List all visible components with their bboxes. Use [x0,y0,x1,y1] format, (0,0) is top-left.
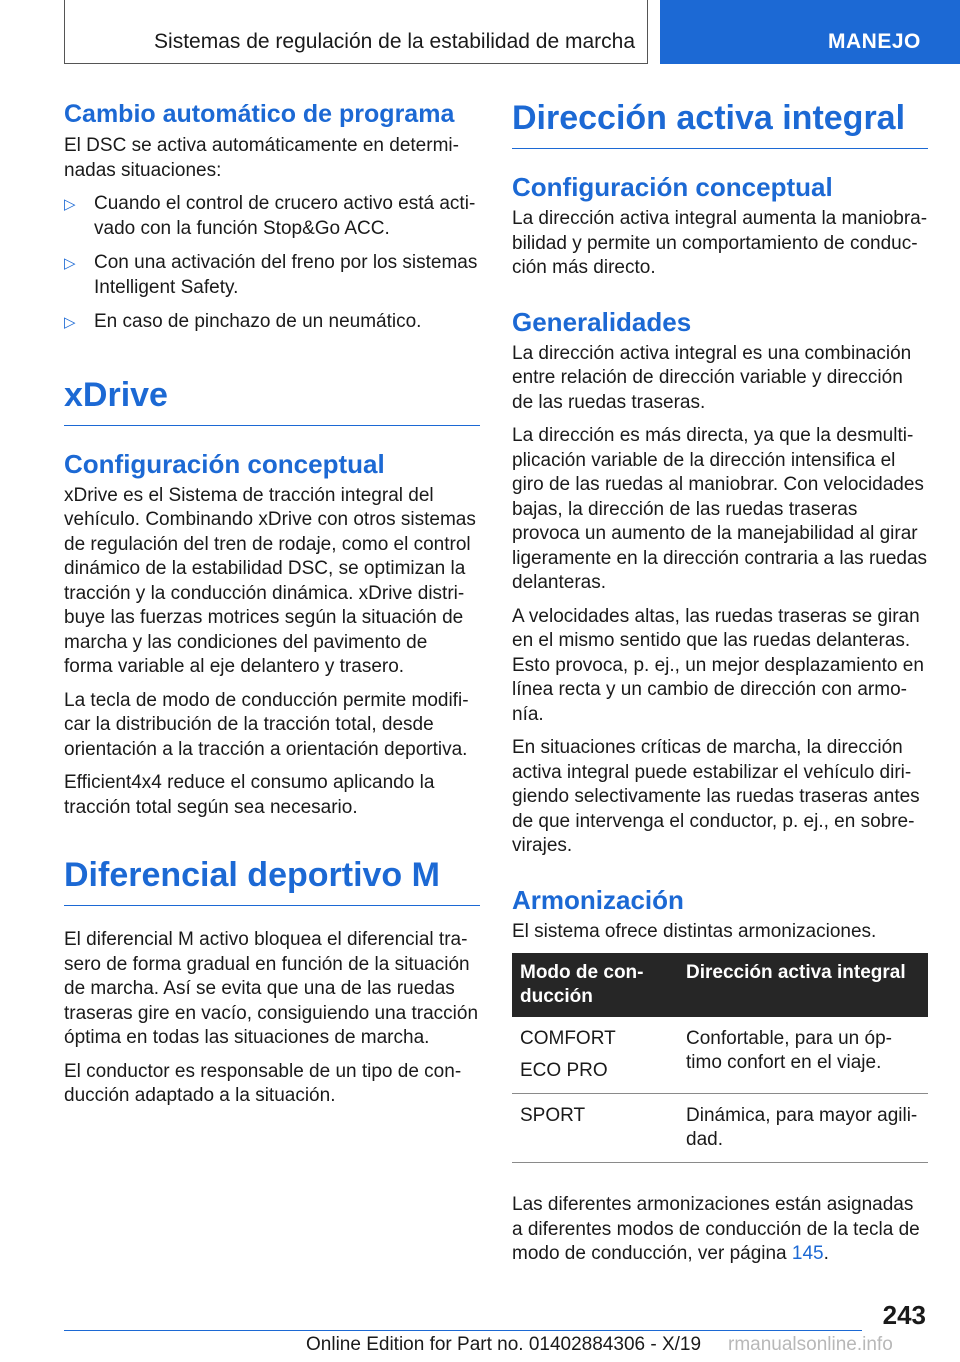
paragraph-diferencial-1: El diferencial M activo bloquea el diferencial trasero de forma gradual en función de la situación de marcha. Así se evita que una de las ruedas traseras gire en vacío, consiguiendo una tracción óptima en todas las situaciones de marcha. [64,929,479,1048]
table-cell-desc: Confortable, para un óptimo confort en el viaje. [678,1017,928,1094]
right-column [512,98,928,1276]
paragraph-configuracion: La dirección activa integral aumenta la maniobrabilidad y permite un comportamiento de conducción más directo. [512,208,928,278]
page-number: 243 [882,1300,926,1330]
table-row [512,1017,928,1094]
footer-watermark: rmanualsonline.info [728,1334,893,1355]
triangle-bullet-icon: ▷ [64,255,76,272]
section-tab[interactable] [660,0,960,64]
table-header-cell: Dirección activa integral [678,953,928,1017]
heading-configuracion-xdrive: Configuración conceptual [64,448,385,479]
paragraph-generalidades-4: En situaciones críticas de marcha, la dirección activa integral puede estabilizar el vehículo dirigiendo selectivamente las ruedas traseras antes de que intervenga el conductor, p. ej., en sobrevirajes. [512,737,920,856]
paragraph-xdrive-3: Efficient4x4 reduce el consumo aplicando la tracción total según sea necesario. [64,772,435,818]
table-cell-mode [512,1017,678,1094]
armonizacion-table [512,953,928,1163]
mode-label: COMFORT [520,1028,616,1049]
heading-armonizacion: Armonización [512,884,684,915]
paragraph-generalidades-2: La dirección es más directa, ya que la desmultiplicación variable de la dirección intensifica el giro de las ruedas al maniobrar. Con velocidades bajas, la dirección de las ruedas traseras provoca un aumento de la manejabilidad al girar ligeramente en la dirección contraria a las ruedas delanteras. [512,425,928,593]
footer-divider [64,1330,862,1331]
section-tab-label: MANEJO [828,30,921,53]
paragraph-armonizacion: El sistema ofrece distintas armonizaciones. [512,920,877,942]
bullet-list [64,192,480,335]
paragraph-final-period: . [823,1243,829,1264]
triangle-bullet-icon: ▷ [64,196,76,213]
paragraph-xdrive-2: La tecla de modo de conducción permite modificar la distribución de la tracción total, desde orientación a la tracción a orientación deportiva. [64,689,469,760]
left-column [64,98,480,1118]
table-cell-desc: Dinámica, para mayor agilidad. [678,1094,928,1163]
list-item [64,310,480,335]
page-reference-link[interactable]: 145 [791,1243,824,1264]
list-item [64,251,480,300]
table-cell-mode [512,1094,678,1163]
paragraph-dsc: El DSC se activa automáticamente en determinadas situaciones: [64,135,459,181]
list-item-text: Con una activación del freno por los sistemas Intelligent Safety. [94,252,478,298]
table-header-row [512,953,928,1017]
header-title: Sistemas de regulación de la estabilidad de marcha [154,30,635,53]
table-header-cell: Modo de conducción [512,953,678,1017]
heading-configuracion-direccion: Configuración conceptual [512,172,833,202]
paragraph-generalidades-1: La dirección activa integral es una combinación entre relación de dirección variable y dirección de las ruedas traseras. [512,342,912,413]
heading-diferencial: Diferencial deportivo M [64,855,480,906]
paragraph-generalidades-3: A velocidades altas, las ruedas traseras se giran en el mismo sentido que las ruedas delanteras. Esto provoca, p. ej., un mejor desplazamiento en línea recta y un cambio de dirección con armonía. [512,605,924,725]
footer-edition: Online Edition for Part no. 01402884306 - X/19 [306,1334,702,1355]
paragraph-diferencial-2: El conductor es responsable de un tipo de conducción adaptado a la situación. [64,1060,462,1106]
heading-generalidades: Generalidades [512,306,692,337]
paragraph-final [512,1193,928,1267]
heading-cambio-automatico: Cambio automático de programa [64,100,455,128]
heading-direccion-activa: Dirección activa integral [512,98,928,149]
header-box [64,0,648,64]
heading-xdrive: xDrive [64,375,480,426]
mode-label: ECO PRO [520,1060,608,1081]
mode-label: SPORT [520,1105,586,1126]
paragraph-final-text: Las diferentes armonizaciones están asignadas a diferentes modos de conducción de la tecla de modo de conducción, ver página [512,1194,920,1264]
paragraph-xdrive-1: xDrive es el Sistema de tracción integral del vehículo. Combinando xDrive con otros sistemas de regulación del tren de rodaje, como el control dinámico de la estabilidad DSC, se optimizan la tracción y la conducción dinámica. xDrive distribuye las fuerzas motrices según la situación de marcha y las condiciones del pavimento de forma variable al eje delantero y trasero. [64,484,476,677]
list-item-text: En caso de pinchazo de un neumático. [94,311,422,332]
table-row [512,1094,928,1163]
triangle-bullet-icon: ▷ [64,314,76,331]
list-item-text: Cuando el control de crucero activo está activado con la función Stop&Go ACC. [94,193,476,239]
list-item [64,192,480,241]
